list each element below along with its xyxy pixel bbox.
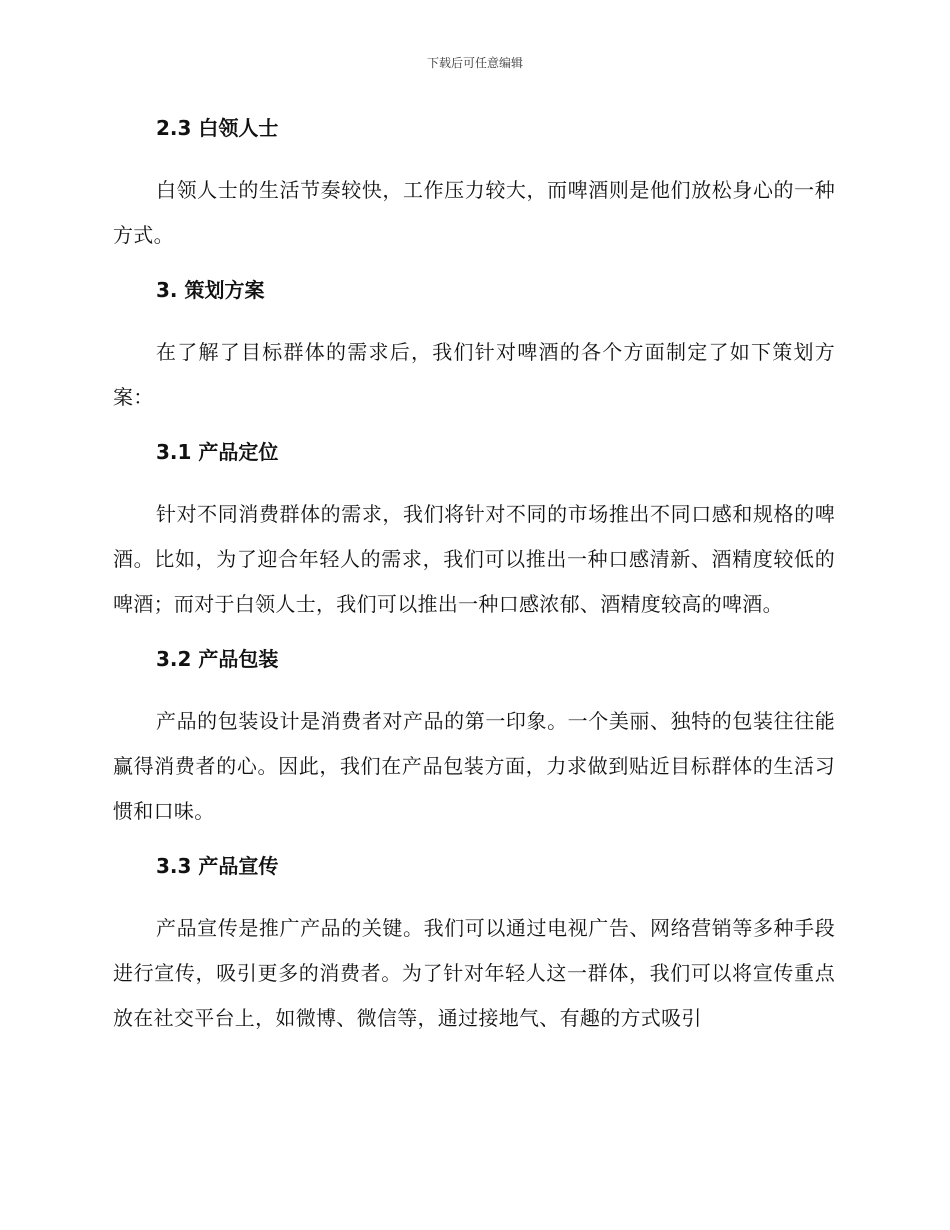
section-paragraph-3-1: 针对不同消费群体的需求，我们将针对不同的市场推出不同口感和规格的啤酒。比如，为了迎合年轻人的需求，我们可以推出一种口感清新、酒精度较低的啤酒；而对于白领人士，我们可以推出一种口感浓郁、酒精度较高的啤酒。 [113, 502, 835, 616]
section-heading-3-1: 3.1 产品定位 [156, 440, 279, 464]
section-heading-3-2: 3.2 产品包装 [156, 647, 279, 671]
section-heading-3-3: 3.3 产品宣传 [156, 854, 279, 878]
section-paragraph-3: 在了解了目标群体的需求后，我们针对啤酒的各个方面制定了如下策划方案： [113, 340, 835, 409]
section-paragraph-3-2: 产品的包装设计是消费者对产品的第一印象。一个美丽、独特的包装往往能赢得消费者的心。因此，我们在产品包装方面，力求做到贴近目标群体的生活习惯和口味。 [113, 709, 835, 823]
section-paragraph-2-3: 白领人士的生活节奏较快，工作压力较大，而啤酒则是他们放松身心的一种方式。 [113, 178, 835, 247]
section-heading-3: 3. 策划方案 [156, 278, 265, 302]
document-body [113, 110, 835, 1041]
section-paragraph-3-3: 产品宣传是推广产品的关键。我们可以通过电视广告、网络营销等多种手段进行宣传，吸引更多的消费者。为了针对年轻人这一群体，我们可以将宣传重点放在社交平台上，如微博、微信等，通过接地气、有趣的方式吸引 [113, 916, 835, 1030]
page-header: 下载后可任意编辑 [426, 56, 523, 70]
section-heading-2-3: 2.3 白领人士 [156, 116, 279, 140]
